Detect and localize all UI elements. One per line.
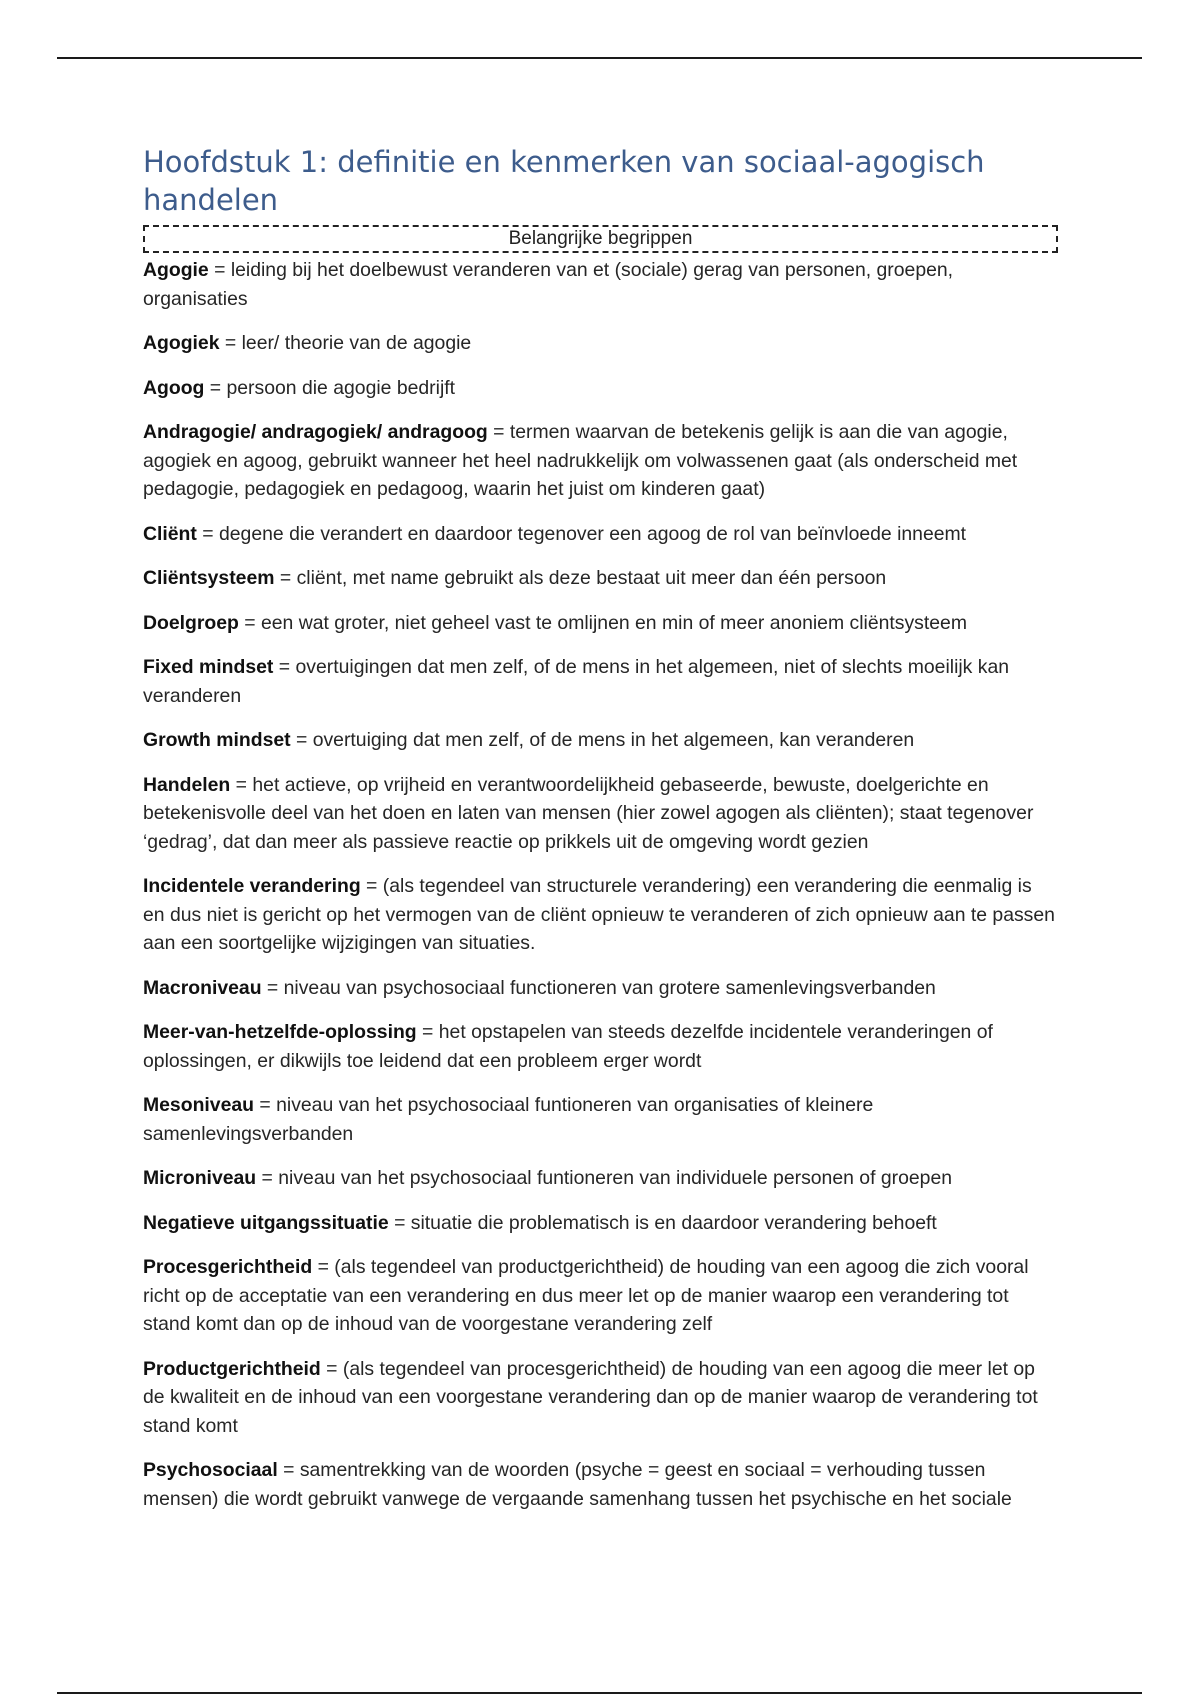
- glossary-entry: [143, 1091, 1058, 1148]
- glossary-definition: = (als tegendeel van procesgerichtheid) de houding van een agoog die meer let op de kwaliteit en de inhoud van een voorgestane verandering dan op de manier waarop de verandering tot stand komt: [143, 1357, 1038, 1437]
- glossary-definition: = (als tegendeel van structurele verandering) een verandering die eenmalig is en dus niet is gericht op het vermogen van de cliënt opnieuw te veranderen of zich opnieuw aan te passen aan een soortgelijke wijzigingen van situaties.: [143, 875, 1055, 954]
- glossary-entry: [143, 256, 1058, 313]
- glossary-entry: [143, 1164, 1058, 1193]
- glossary-entry: [143, 609, 1058, 638]
- glossary-term: Handelen: [143, 773, 231, 796]
- glossary-term: Growth mindset: [143, 729, 291, 751]
- glossary-entry: [143, 653, 1058, 710]
- glossary-list: [143, 256, 1058, 1513]
- glossary-definition: = leiding bij het doelbewust veranderen van et (sociale) gerag van personen, groepen, organisaties: [143, 259, 954, 310]
- glossary-definition: = (als tegendeel van productgerichtheid) de houding van een agoog die zich vooral richt op de acceptatie van een verandering en dus meer let op de manier waarop een verandering tot stand komt dan op de inhoud van de voorgestane verandering zelf: [143, 1256, 1029, 1335]
- glossary-definition: = degene die verandert en daardoor tegenover een agoog de rol van beïnvloede inneemt: [196, 522, 967, 545]
- glossary-definition: = het actieve, op vrijheid en verantwoordelijkheid gebaseerde, bewuste, doelgerichte en betekenisvolle deel van het doen en laten van mensen (hier zowel agogen als cliënten); staat tegenover ‘gedrag’, dat dan meer als passieve reactie op prikkels uit de omgeving wordt gezien: [143, 773, 1034, 853]
- glossary-definition: = situatie die problematisch is en daardoor verandering behoeft: [388, 1211, 937, 1234]
- glossary-definition: = een wat groter, niet geheel vast te omlijnen en min of meer anoniem cliëntsysteem: [238, 611, 967, 634]
- glossary-definition: = cliënt, met name gebruikt als deze bestaat uit meer dan één persoon: [274, 567, 887, 589]
- glossary-definition: = persoon die agogie bedrijft: [204, 376, 456, 399]
- glossary-term: Psychosociaal: [143, 1459, 278, 1481]
- glossary-term: Cliënt: [143, 522, 197, 545]
- glossary-term: Incidentele verandering: [143, 875, 361, 897]
- glossary-definition: = niveau van het psychosociaal funtioneren van organisaties of kleinere samenlevingsverbanden: [143, 1094, 874, 1145]
- glossary-entry: [143, 1018, 1058, 1075]
- glossary-term: Fixed mindset: [143, 656, 274, 678]
- glossary-definition: = overtuiging dat men zelf, of de mens in het algemeen, kan veranderen: [290, 729, 915, 751]
- glossary-term: Agogie: [143, 259, 209, 281]
- glossary-entry: [143, 520, 1058, 549]
- glossary-term: Procesgerichtheid: [143, 1256, 313, 1278]
- glossary-entry: [143, 872, 1058, 958]
- glossary-definition: = niveau van het psychosociaal funtioneren van individuele personen of groepen: [256, 1167, 953, 1189]
- glossary-entry: [143, 1253, 1058, 1339]
- glossary-term: Macroniveau: [143, 976, 262, 999]
- glossary-term: Cliëntsysteem: [143, 567, 275, 589]
- glossary-definition: = termen waarvan de betekenis gelijk is aan die van agogie, agogiek en agoog, gebruikt wanneer het heel nadrukkelijk om volwassenen gaat (als onderscheid met pedagogie, pedagogiek en pedagoog, waarin het juist om kinderen gaat): [143, 421, 1018, 500]
- glossary-definition: = samentrekking van de woorden (psyche = geest en sociaal = verhouding tussen mensen) die wordt gebruikt vanwege de vergaande samenhang tussen het psychische en het sociale: [143, 1459, 1012, 1510]
- glossary-entry: [143, 726, 1058, 755]
- glossary-term: Productgerichtheid: [143, 1357, 321, 1380]
- glossary-entry: [143, 1355, 1058, 1441]
- glossary-entry: [143, 374, 1058, 403]
- glossary-entry: [143, 329, 1058, 358]
- glossary-term: Negatieve uitgangssituatie: [143, 1211, 389, 1234]
- glossary-definition: = overtuigingen dat men zelf, of de mens in het algemeen, niet of slechts moeilijk kan veranderen: [143, 656, 1010, 707]
- glossary-term: Microniveau: [143, 1167, 257, 1189]
- glossary-definition: = leer/ theorie van de agogie: [219, 332, 472, 354]
- glossary-entry: [143, 418, 1058, 504]
- glossary-entry: [143, 564, 1058, 593]
- glossary-term: Doelgroep: [143, 611, 239, 634]
- glossary-term: Meer-van-hetzelfde-oplossing: [143, 1021, 417, 1043]
- page-content: [143, 143, 1058, 1529]
- glossary-definition: = niveau van psychosociaal functioneren van grotere samenlevingsverbanden: [261, 976, 936, 999]
- glossary-entry: [143, 974, 1058, 1003]
- glossary-term: Agoog: [143, 376, 205, 399]
- glossary-entry: [143, 1209, 1058, 1238]
- footer-rule: [57, 1692, 1142, 1694]
- section-heading-box: Belangrijke begrippen: [143, 225, 1058, 253]
- chapter-title: Hoofdstuk 1: definitie en kenmerken van sociaal-agogisch handelen: [143, 145, 985, 217]
- glossary-term: Agogiek: [143, 332, 220, 354]
- glossary-term: Mesoniveau: [143, 1094, 254, 1116]
- glossary-term: Andragogie/ andragogiek/ andragoog: [143, 421, 488, 443]
- header-rule: [57, 57, 1142, 59]
- glossary-definition: = het opstapelen van steeds dezelfde incidentele veranderingen of oplossingen, er dikwijls toe leidend dat een probleem erger wordt: [143, 1021, 993, 1072]
- glossary-entry: [143, 771, 1058, 857]
- glossary-entry: [143, 1456, 1058, 1513]
